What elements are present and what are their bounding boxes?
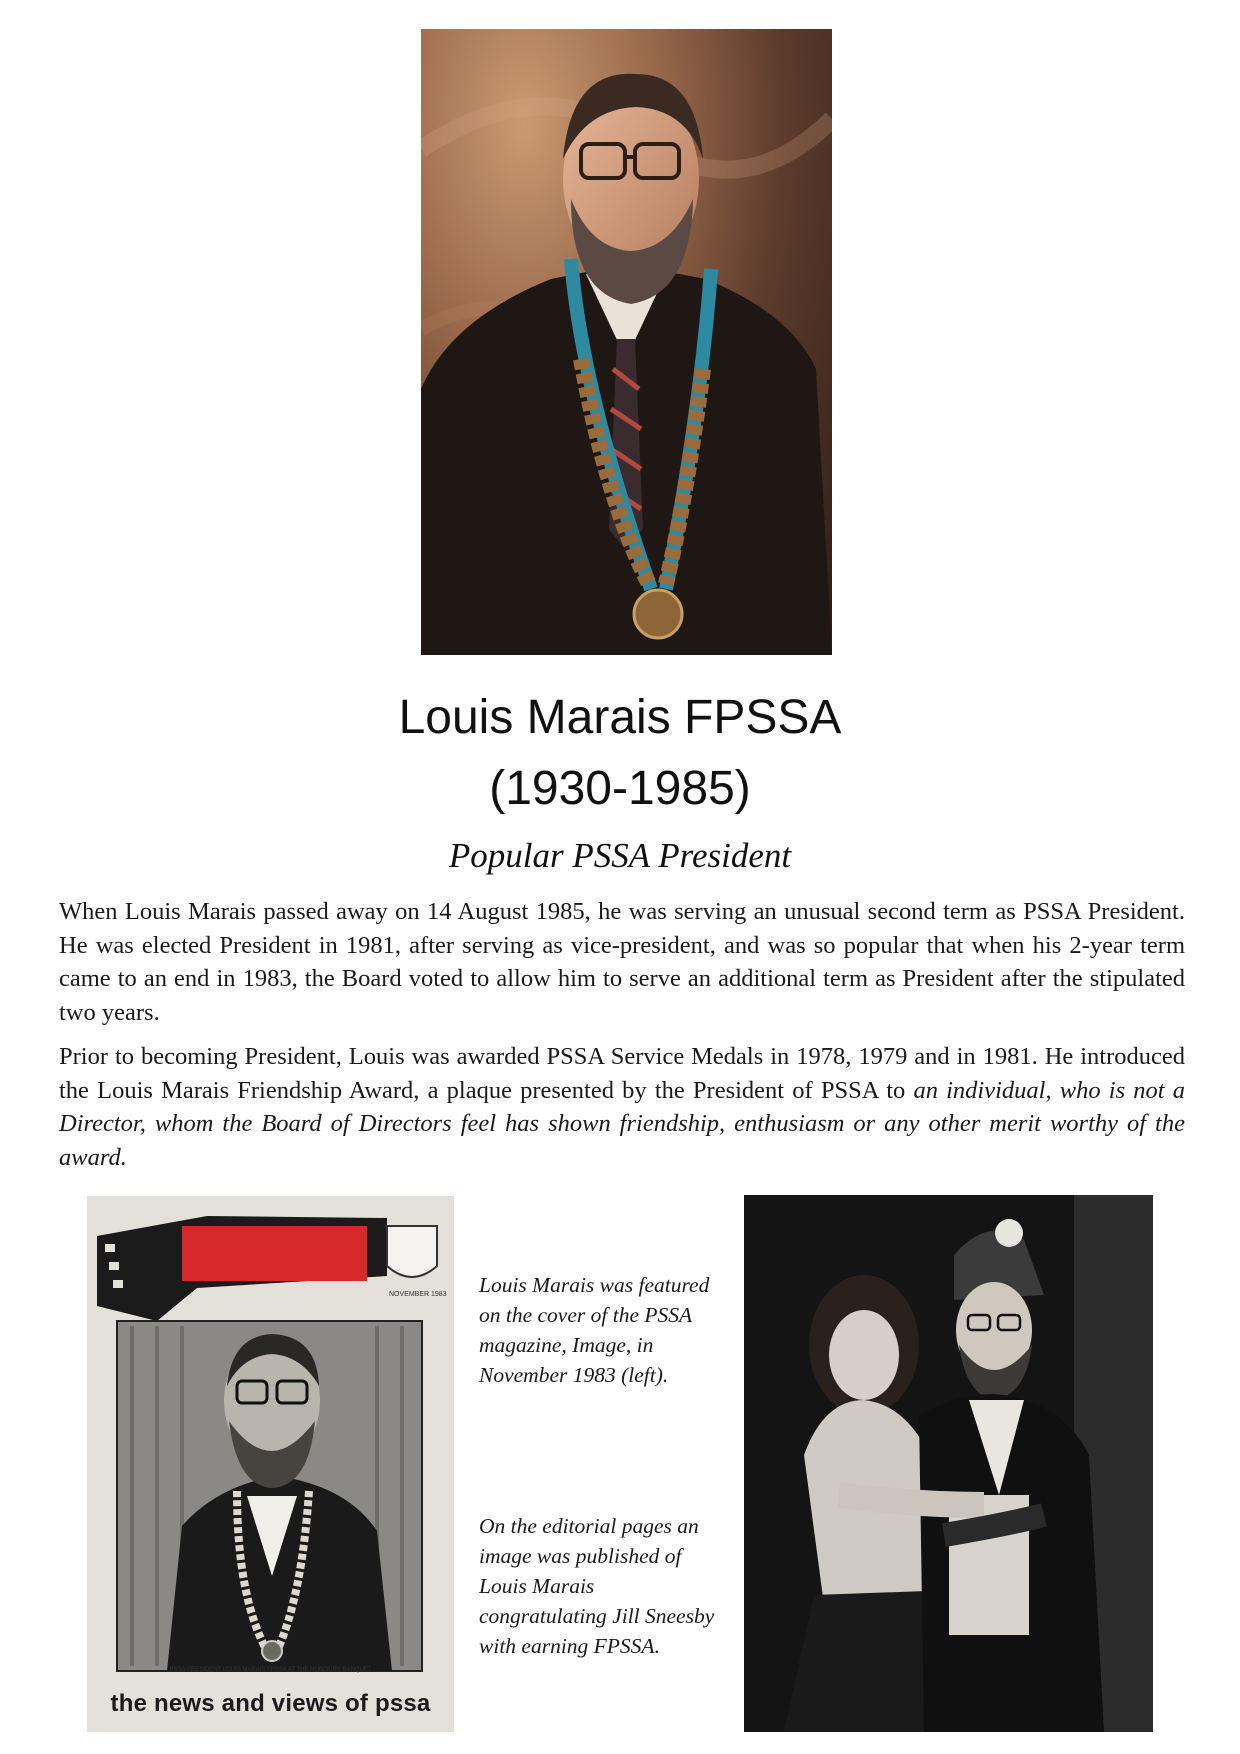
congratulation-photo (744, 1195, 1153, 1732)
magazine-date: NOVEMBER 1983 (389, 1291, 447, 1298)
caption-cover: Louis Marais was featured on the cover of the PSSA magazine, Image, in November 1983 (left). (479, 1273, 710, 1387)
award-description: an individual, who is not a Director, whom the Board of Directors feel has shown friendship, enthusiasm or any other merit worthy of the award. (59, 1076, 1186, 1171)
magazine-photo-caption: PSSA PRESIDENT LOUIS MARAIS FPSSA AT THE HONOURS BANQUET (169, 1667, 372, 1673)
subtitle: Popular PSSA President (448, 836, 792, 875)
magazine-tagline: the news and views of pssa (110, 1690, 431, 1717)
paragraph-2-text: Prior to becoming President, Louis was awarded PSSA Service Medals in 1978, 1979 and in 1981. He introduced the Louis Marais Friendship Award, a plaque presented by the President of PSSA to (59, 1043, 1185, 1104)
caption-editorial: On the editorial pages an image was published of Louis Marais congratulating Jill Sneesby with earning FPSSA. (479, 1514, 715, 1658)
portrait-painting (421, 29, 832, 655)
magazine-cover (87, 1196, 454, 1732)
paragraph-1: When Louis Marais passed away on 14 August 1985, he was serving an unusual second term as PSSA President. He was elected President in 1981, after serving as vice-president, and was so popular that when his 2-year term came to an end in 1983, the Board voted to allow him to serve an additional term as President after the stipulated two years. (59, 898, 1185, 1026)
page-title: Louis Marais FPSSA (398, 691, 842, 744)
paragraph-2 (59, 1040, 1185, 1174)
life-years: (1930-1985) (489, 762, 751, 815)
